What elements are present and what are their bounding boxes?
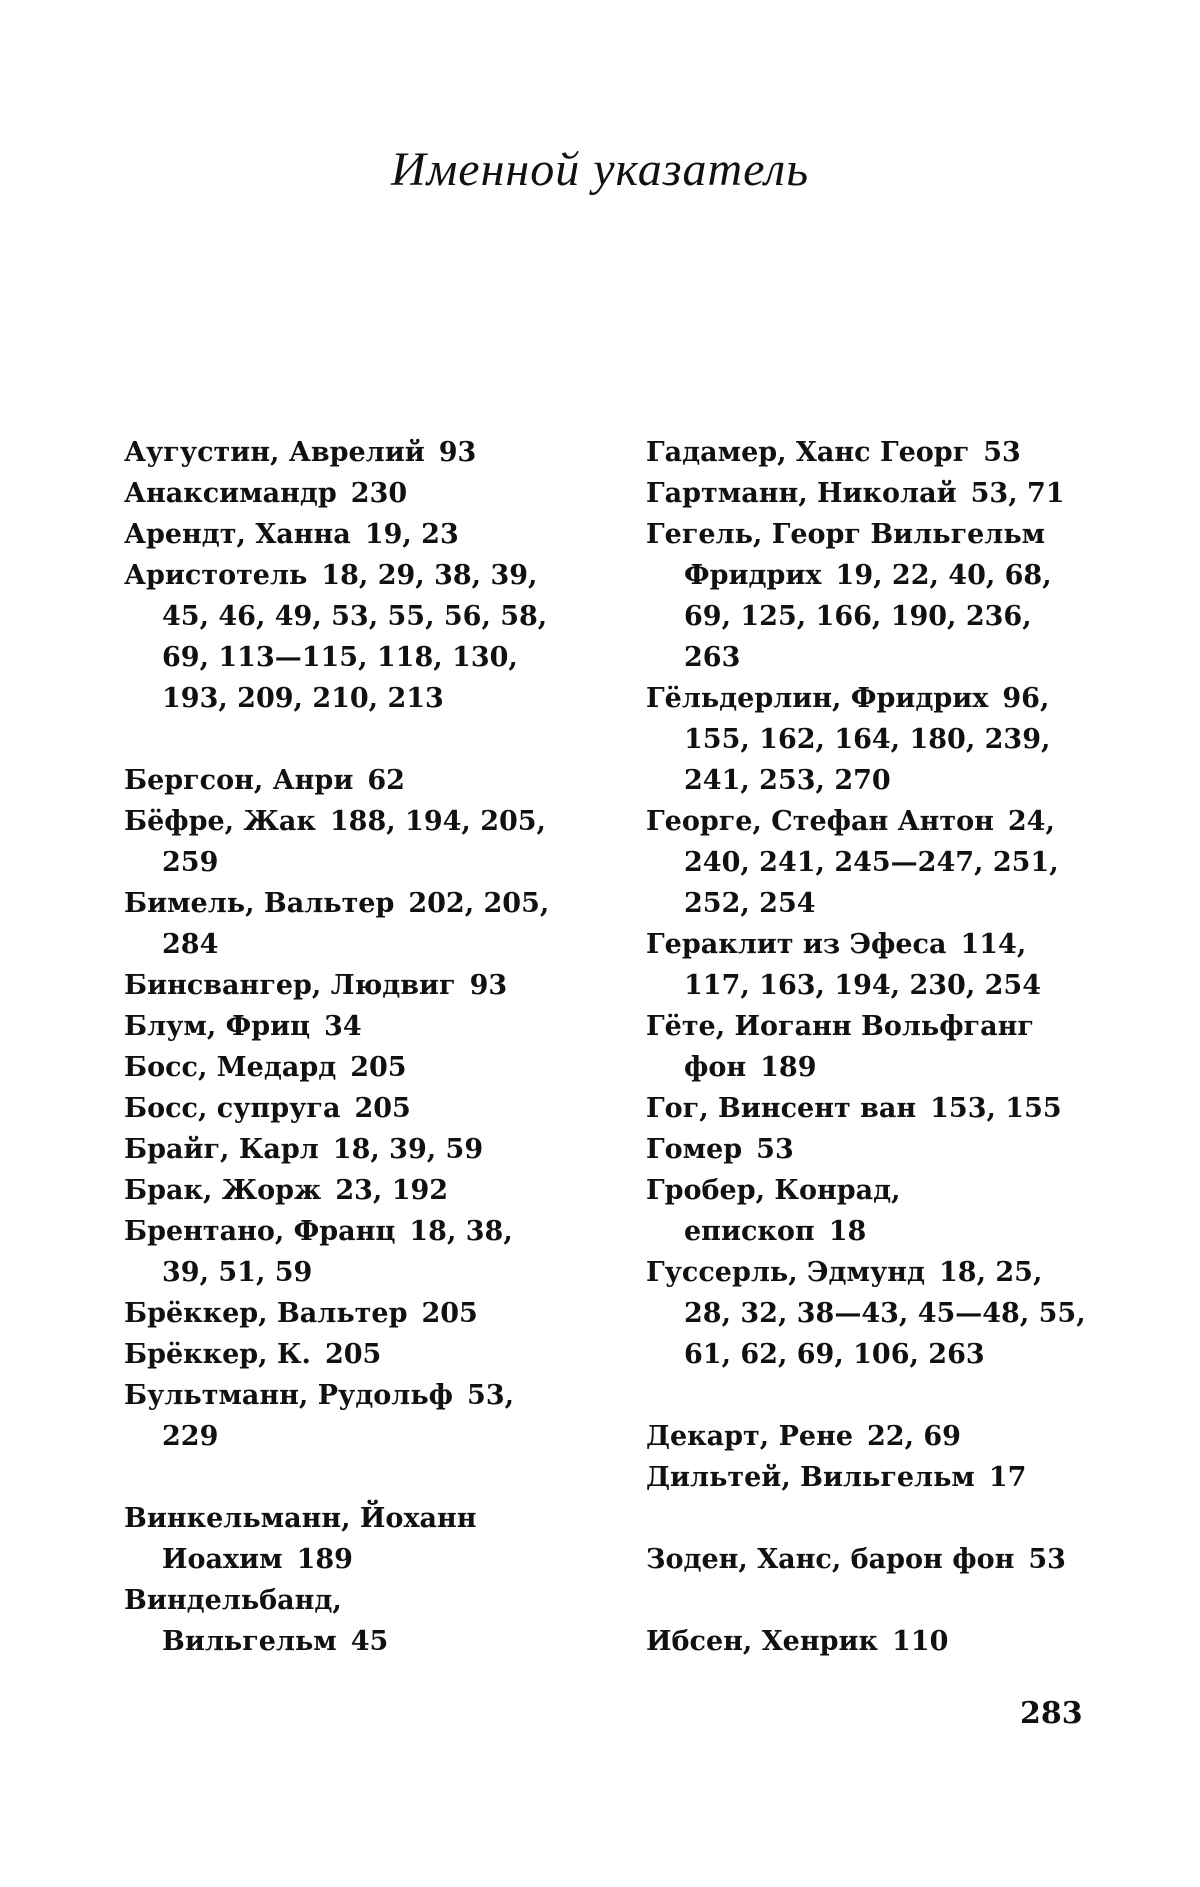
entry-name: Гуссерль, Эдмунд <box>646 1257 925 1288</box>
entry-pages: 62 <box>367 765 405 796</box>
entry-name: Гомер <box>646 1134 743 1165</box>
index-entry <box>124 473 564 514</box>
entry-name: Арендт, Ханна <box>124 519 351 550</box>
entry-pages: 114, 117, 163, 194, 230, 254 <box>684 929 1041 1001</box>
entry-name: Брак, Жорж <box>124 1175 322 1206</box>
entry-name: Бультманн, Рудольф <box>124 1380 454 1411</box>
entry-pages: 205 <box>350 1052 407 1083</box>
entry-pages: 189 <box>760 1052 817 1083</box>
entry-pages: 53, 229 <box>162 1380 515 1452</box>
index-entry <box>646 1416 1086 1457</box>
entry-name: Гадамер, Ханс Георг <box>646 437 970 468</box>
entry-pages: 153, 155 <box>930 1093 1062 1124</box>
index-column-right <box>646 432 1086 1662</box>
index-entry <box>646 1006 1086 1088</box>
entry-name: Бёфре, Жак <box>124 806 316 837</box>
index-column-left <box>124 432 564 1662</box>
index-entry <box>124 432 564 473</box>
index-entry <box>124 1498 564 1580</box>
entry-name: Брёккер, Вальтер <box>124 1298 408 1329</box>
entry-name: Гробер, Конрад, епископ <box>646 1175 901 1247</box>
index-entry <box>646 924 1086 1006</box>
index-entry <box>124 883 564 965</box>
entry-name: Аугустин, Аврелий <box>124 437 425 468</box>
entry-pages: 110 <box>892 1626 949 1657</box>
entry-pages: 19, 22, 40, 68, 69, 125, 166, 190, 236, 263 <box>684 560 1052 673</box>
index-entry <box>124 1211 564 1293</box>
index-entry <box>646 1252 1086 1375</box>
entry-pages: 53 <box>1028 1544 1066 1575</box>
index-entry <box>646 1088 1086 1129</box>
index-entry <box>646 1129 1086 1170</box>
entry-name: Гартманн, Николай <box>646 478 957 509</box>
entry-name: Босс, Медард <box>124 1052 337 1083</box>
entry-pages: 18, 38, 39, 51, 59 <box>162 1216 513 1288</box>
index-entry <box>646 1621 1086 1662</box>
entry-pages: 53, 71 <box>970 478 1065 509</box>
entry-pages: 18, 29, 38, 39, 45, 46, 49, 53, 55, 56, 58, 69, 113—115, 118, 130, 193, 209, 210, 213 <box>162 560 548 714</box>
entry-pages: 22, 69 <box>867 1421 961 1452</box>
entry-pages: 53 <box>983 437 1021 468</box>
entry-pages: 205 <box>324 1339 382 1370</box>
index-entry <box>124 1334 564 1375</box>
index-entry <box>124 555 564 719</box>
index-entry <box>646 801 1086 924</box>
entry-name: Брайг, Карл <box>124 1134 319 1165</box>
index-entry <box>124 1293 564 1334</box>
entry-name: Бинсвангер, Людвиг <box>124 970 456 1001</box>
entry-name: Бимель, Вальтер <box>124 888 395 919</box>
entry-name: Дильтей, Вильгельм <box>646 1462 975 1493</box>
entry-pages: 188, 194, 205, 259 <box>162 806 546 878</box>
entry-name: Ибсен, Хенрик <box>646 1626 878 1657</box>
page-title: Именной указатель <box>390 143 810 196</box>
index-entry <box>646 1457 1086 1498</box>
entry-pages: 96, 155, 162, 164, 180, 239, 241, 253, 270 <box>684 683 1051 796</box>
entry-name: Гераклит из Эфеса <box>646 929 947 960</box>
entry-pages: 189 <box>296 1544 353 1575</box>
index-entry <box>124 1006 564 1047</box>
entry-name: Аристотель <box>124 560 308 591</box>
entry-name: Гёльдерлин, Фридрих <box>646 683 989 714</box>
entry-pages: 230 <box>350 478 408 509</box>
entry-name: Винкельманн, Йоханн Иоахим <box>124 1503 477 1575</box>
entry-name: Блум, Фриц <box>124 1011 311 1042</box>
entry-name: Георге, Стефан Антон <box>646 806 994 837</box>
entry-pages: 205 <box>421 1298 478 1329</box>
entry-name: Гог, Винсент ван <box>646 1093 917 1124</box>
index-entry <box>124 1375 564 1457</box>
entry-pages: 18 <box>828 1216 867 1247</box>
index-entry <box>646 1170 1086 1252</box>
entry-pages: 17 <box>988 1462 1027 1493</box>
page-number: 283 <box>1020 1696 1083 1731</box>
entry-pages: 19, 23 <box>364 519 459 550</box>
index-entry <box>124 1170 564 1211</box>
entry-pages: 53 <box>756 1134 794 1165</box>
index-entry <box>124 760 564 801</box>
index-entry <box>646 678 1086 801</box>
entry-name: Декарт, Рене <box>646 1421 854 1452</box>
entry-pages: 202, 205, 284 <box>162 888 550 960</box>
entry-name: Бергсон, Анри <box>124 765 354 796</box>
index-entry <box>124 1129 564 1170</box>
entry-pages: 93 <box>469 970 508 1001</box>
index-entry <box>646 514 1086 678</box>
index-entry <box>124 514 564 555</box>
entry-name: Брентано, Франц <box>124 1216 396 1247</box>
entry-pages: 18, 39, 59 <box>332 1134 484 1165</box>
entry-name: Босс, супруга <box>124 1093 341 1124</box>
index-entry <box>646 1539 1086 1580</box>
entry-name: Анаксимандр <box>124 478 337 509</box>
entry-pages: 93 <box>438 437 477 468</box>
entry-pages: 45 <box>350 1626 389 1657</box>
entry-pages: 24, 240, 241, 245—247, 251, 252, 254 <box>684 806 1059 919</box>
index-entry <box>124 1047 564 1088</box>
entry-pages: 23, 192 <box>335 1175 449 1206</box>
entry-name: Гегель, Георг Вильгельм Фридрих <box>646 519 1046 591</box>
entry-name: Зоден, Ханс, барон фон <box>646 1544 1015 1575</box>
index-entry <box>124 801 564 883</box>
entry-name: Виндельбанд, Вильгельм <box>124 1585 342 1657</box>
entry-name: Брёккер, К. <box>124 1339 311 1370</box>
index-entry <box>124 965 564 1006</box>
entry-pages: 18, 25, 28, 32, 38—43, 45—48, 55, 61, 62, 69, 106, 263 <box>684 1257 1086 1370</box>
index-entry <box>646 432 1086 473</box>
index-entry <box>646 473 1086 514</box>
entry-pages: 205 <box>354 1093 411 1124</box>
entry-pages: 34 <box>324 1011 362 1042</box>
index-entry <box>124 1580 564 1662</box>
entry-name: Гёте, Иоганн Вольфганг фон <box>646 1011 1034 1083</box>
index-entry <box>124 1088 564 1129</box>
